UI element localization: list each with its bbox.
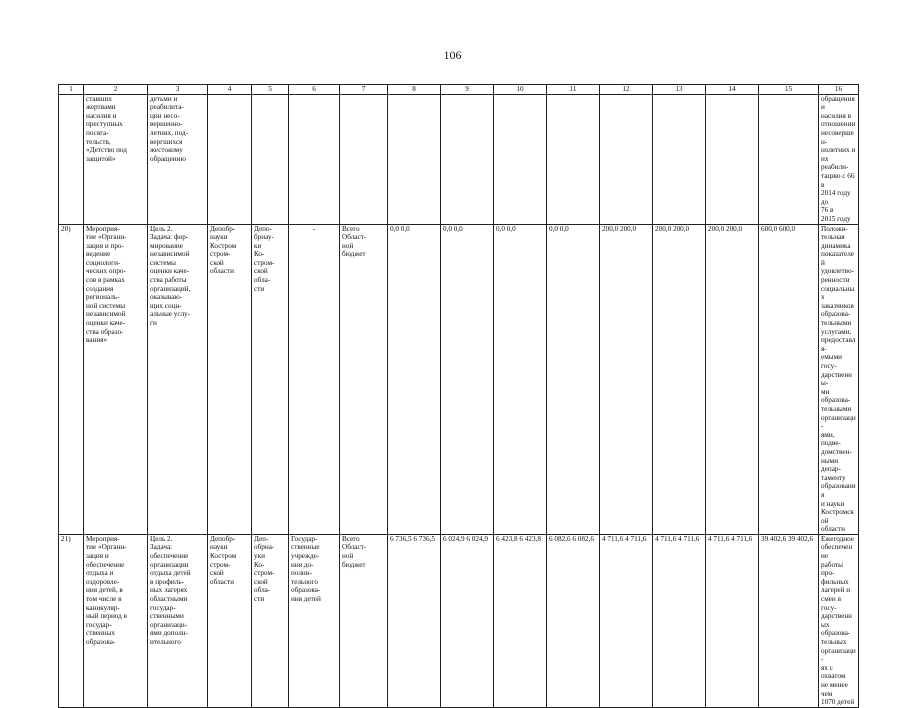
row-number: 21) — [61, 534, 71, 543]
goal-text: Цель 2. Задача: фор- мирование независимой системы оценки каче- ства работы организаций, оказываю- щих соци- альные услу- ги — [150, 224, 191, 328]
value-col-11: 0,0 0,0 — [549, 224, 569, 233]
value-col-14: 4 711,6 4 711,6 — [708, 534, 753, 543]
col-header-8: 8 — [388, 85, 441, 95]
col-header-13: 13 — [653, 85, 706, 95]
value-col-10: 0,0 0,0 — [496, 224, 516, 233]
value-col-9: 0,0 0,0 — [443, 224, 463, 233]
col-header-15: 15 — [759, 85, 819, 95]
value-col-9: 6 024,9 6 024,9 — [443, 534, 488, 543]
value-col-13: 200,0 200,0 — [655, 224, 690, 233]
col-header-10: 10 — [494, 85, 547, 95]
expected-result: Ежегодное обеспечение работы про- фильных лагерей и смен в госу- дарственных образова- тельных организаци- ях с охватом не менее чем 1070 детей — [821, 534, 856, 707]
table-row — [59, 224, 859, 534]
event-name: Мероприя- тие «Органи- зация и про- ведение социологи- ческих опро- сов в рамках создания региональ- ной системы независимой оценки каче- ства образо- вания» — [86, 224, 127, 345]
value-col-10: 6 423,8 6 423,8 — [496, 534, 541, 543]
value-col-12: 200,0 200,0 — [602, 224, 637, 233]
col-header-11: 11 — [547, 85, 600, 95]
col-header-9: 9 — [441, 85, 494, 95]
col-header-14: 14 — [706, 85, 759, 95]
executor: Депобр- науки Костром стром- ской области — [210, 224, 237, 276]
value-col-12: 4 711,6 4 711,6 — [602, 534, 647, 543]
table-row — [59, 534, 859, 707]
value-col-13: 4 711,6 4 711,6 — [655, 534, 700, 543]
col-header-3: 3 — [148, 85, 208, 95]
value-col-11: 6 082,6 6 082,6 — [549, 534, 594, 543]
col-header-4: 4 — [208, 85, 252, 95]
col-header-2: 2 — [84, 85, 148, 95]
goal-text: детьми и реабилита- ции несо- вершенно- летних, под- вергшихся жестокому обращению — [150, 94, 189, 163]
co-executor: Депо- брнау- ки Ко- стром- ской обла- сти — [254, 224, 275, 293]
value-col-15: 600,0 600,0 — [761, 224, 796, 233]
col-header-12: 12 — [600, 85, 653, 95]
event-name: Мероприя- тие «Органи- зация и обеспечение отдыха и оздоровле- ния детей, в том числе в каникуляр- ный период в государ- ственных образова- — [86, 534, 128, 646]
col-header-16: 16 — [819, 85, 859, 95]
funding-source: Всего Област- ной бюджет — [342, 224, 367, 259]
expected-result: Положи- тельная динамика показателей удовлетво- ренности социальных заказчиков образова- тельными услугами, предоставля- емыми госу- дарственны- ми образова- тельными организаци- ями, подве- домствен- ными депар- таменту образования и науки Костромской области — [821, 224, 856, 534]
col-header-6: 6 — [289, 85, 340, 95]
table-row — [59, 94, 859, 224]
funding-source: Всего Област- ной бюджет — [342, 534, 367, 569]
page-number: 106 — [443, 48, 462, 62]
value-col-15: 39 402,6 39 402,6 — [761, 534, 814, 543]
value-col-8: 6 736,5 6 736,5 — [390, 534, 435, 543]
value-col-8: 0,0 0,0 — [390, 224, 410, 233]
header-row — [59, 85, 859, 95]
executor: Депобр- науки Костром стром- ской области — [210, 534, 237, 586]
event-name: ставших жертвами насилия и преступных посяга- тельств, «Детство под защитой» — [86, 94, 127, 163]
partners: - — [312, 224, 316, 233]
goal-text: Цель 2. Задача: обеспечение организации отдыха детей в профиль- ных лагерях областными государ- ственными организаци- ями дополн- ительного — [150, 534, 191, 646]
expected-result: обращения и насилия в отношении несовершен- нолетних и их реабили- тацию с 66 в 2014 году до 76 в 2015 году — [821, 94, 856, 223]
row-number: 20) — [61, 224, 71, 233]
col-header-5: 5 — [252, 85, 289, 95]
col-header-1: 1 — [59, 85, 84, 95]
program-table — [58, 84, 859, 708]
partners: Государ- ственные учрежде- ния до- полни- тельного образова- ния детей — [291, 534, 321, 604]
value-col-14: 200,0 200,0 — [708, 224, 743, 233]
col-header-7: 7 — [340, 85, 388, 95]
co-executor: Деп- обрна- уки Ко- стром- ской обла- сти — [254, 534, 275, 604]
